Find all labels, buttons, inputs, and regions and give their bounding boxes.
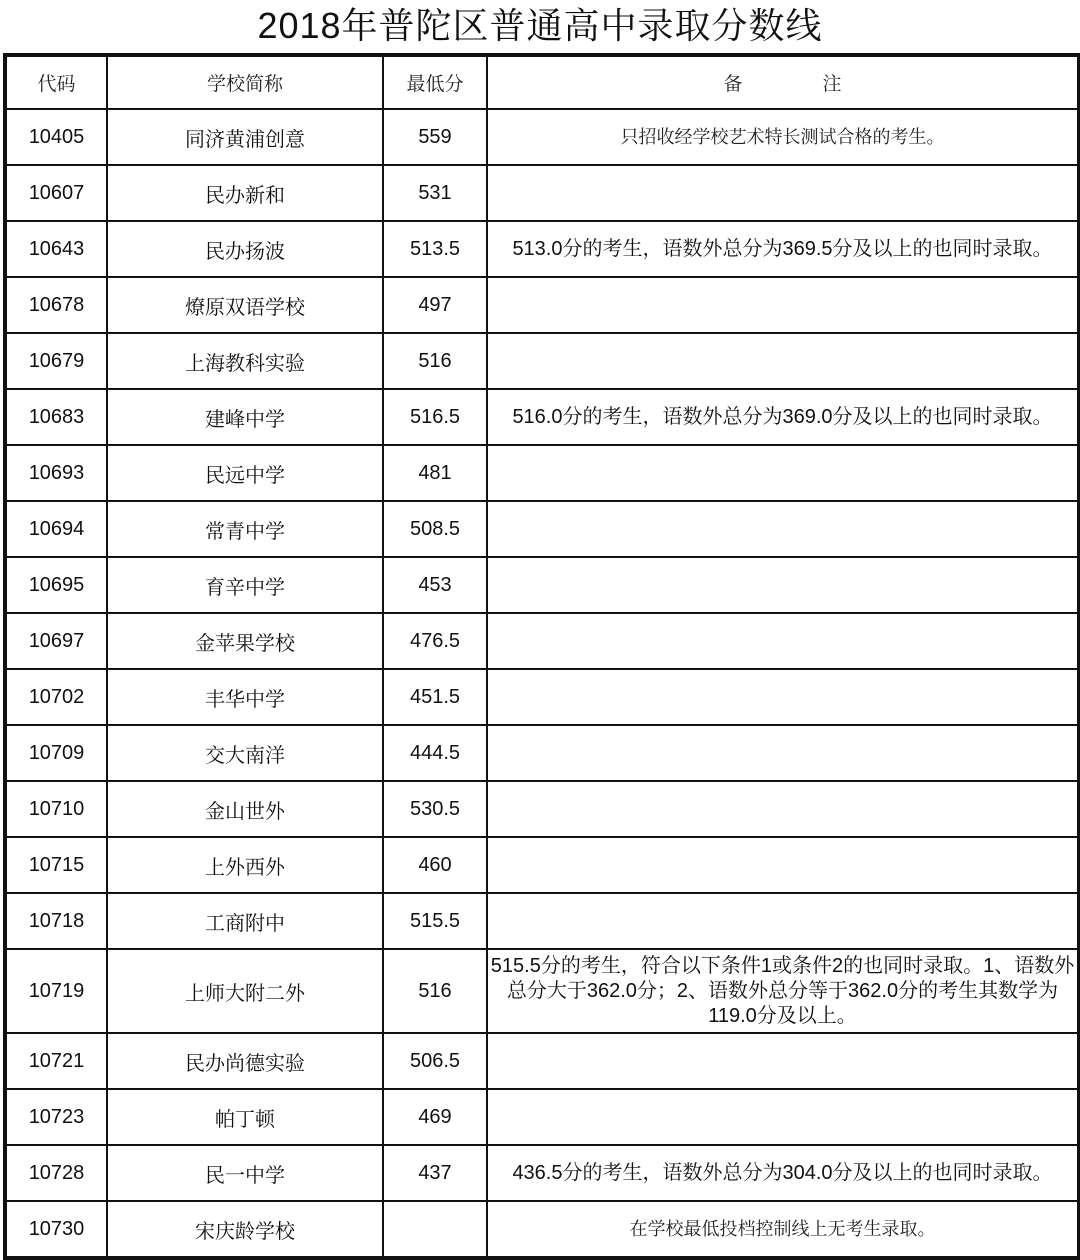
cell-code: 10702 (5, 669, 107, 725)
cell-code: 10643 (5, 221, 107, 277)
header-min-score: 最低分 (383, 55, 487, 109)
cell-note (487, 445, 1079, 501)
cell-note (487, 725, 1079, 781)
cell-code: 10730 (5, 1201, 107, 1258)
table-row (5, 221, 1079, 277)
table-row (5, 893, 1079, 949)
cell-note (487, 333, 1079, 389)
cell-school-name: 帕丁顿 (107, 1089, 383, 1145)
cell-code: 10405 (5, 109, 107, 165)
table-row (5, 165, 1079, 221)
cell-note (487, 613, 1079, 669)
table-header-row (5, 55, 1079, 109)
cell-code: 10728 (5, 1145, 107, 1201)
cell-min-score: 437 (383, 1145, 487, 1201)
cell-min-score: 460 (383, 837, 487, 893)
cell-school-name: 民办新和 (107, 165, 383, 221)
cell-note: 515.5分的考生，符合以下条件1或条件2的也同时录取。1、语数外总分大于362.0分；2、语数外总分等于362.0分的考生其数学为119.0分及以上。 (487, 949, 1079, 1033)
cell-min-score: 451.5 (383, 669, 487, 725)
table-row (5, 277, 1079, 333)
table-row (5, 1033, 1079, 1089)
cell-min-score: 508.5 (383, 501, 487, 557)
cell-min-score: 559 (383, 109, 487, 165)
cell-min-score: 444.5 (383, 725, 487, 781)
cell-code: 10695 (5, 557, 107, 613)
table-row (5, 837, 1079, 893)
cell-min-score: 513.5 (383, 221, 487, 277)
cell-code: 10719 (5, 949, 107, 1033)
cell-code: 10710 (5, 781, 107, 837)
cell-min-score: 453 (383, 557, 487, 613)
cell-school-name: 丰华中学 (107, 669, 383, 725)
cell-code: 10723 (5, 1089, 107, 1145)
cell-code: 10697 (5, 613, 107, 669)
cell-min-score: 469 (383, 1089, 487, 1145)
table-row (5, 1145, 1079, 1201)
cell-code: 10607 (5, 165, 107, 221)
cell-school-name: 建峰中学 (107, 389, 383, 445)
cell-code: 10721 (5, 1033, 107, 1089)
table-row (5, 501, 1079, 557)
cell-min-score: 516.5 (383, 389, 487, 445)
table-body (5, 109, 1079, 1258)
header-notes (487, 55, 1079, 109)
cell-note (487, 277, 1079, 333)
table-row (5, 669, 1079, 725)
cell-school-name: 同济黄浦创意 (107, 109, 383, 165)
cell-code: 10678 (5, 277, 107, 333)
header-notes-part2: 注 (822, 73, 842, 95)
cell-min-score: 516 (383, 949, 487, 1033)
table-row (5, 557, 1079, 613)
cell-min-score: 530.5 (383, 781, 487, 837)
cell-school-name: 上海教科实验 (107, 333, 383, 389)
cell-school-name: 民办尚德实验 (107, 1033, 383, 1089)
cell-min-score: 481 (383, 445, 487, 501)
cell-note: 只招收经学校艺术特长测试合格的考生。 (487, 109, 1079, 165)
cell-min-score (383, 1201, 487, 1258)
cell-min-score: 515.5 (383, 893, 487, 949)
table-row (5, 445, 1079, 501)
cell-note: 436.5分的考生，语数外总分为304.0分及以上的也同时录取。 (487, 1145, 1079, 1201)
cell-school-name: 民远中学 (107, 445, 383, 501)
cell-note: 513.0分的考生，语数外总分为369.5分及以上的也同时录取。 (487, 221, 1079, 277)
cell-school-name: 民一中学 (107, 1145, 383, 1201)
cell-code: 10683 (5, 389, 107, 445)
cell-note (487, 1089, 1079, 1145)
cell-min-score: 531 (383, 165, 487, 221)
cell-school-name: 育辛中学 (107, 557, 383, 613)
cell-code: 10694 (5, 501, 107, 557)
header-school-name: 学校简称 (107, 55, 383, 109)
table-row (5, 613, 1079, 669)
cell-note (487, 781, 1079, 837)
cell-note: 516.0分的考生，语数外总分为369.0分及以上的也同时录取。 (487, 389, 1079, 445)
cell-note (487, 165, 1079, 221)
cell-school-name: 上师大附二外 (107, 949, 383, 1033)
table-row (5, 109, 1079, 165)
cell-note (487, 557, 1079, 613)
cell-code: 10715 (5, 837, 107, 893)
cell-code: 10693 (5, 445, 107, 501)
cell-note (487, 669, 1079, 725)
cell-school-name: 民办扬波 (107, 221, 383, 277)
cell-note: 在学校最低投档控制线上无考生录取。 (487, 1201, 1079, 1258)
cell-school-name: 常青中学 (107, 501, 383, 557)
cell-school-name: 金山世外 (107, 781, 383, 837)
table-row (5, 781, 1079, 837)
cell-school-name: 金苹果学校 (107, 613, 383, 669)
table-row (5, 1089, 1079, 1145)
cell-note (487, 501, 1079, 557)
table-row (5, 725, 1079, 781)
admission-score-table (3, 53, 1080, 1260)
table-row (5, 333, 1079, 389)
cell-school-name: 上外西外 (107, 837, 383, 893)
cell-code: 10679 (5, 333, 107, 389)
cell-school-name: 燎原双语学校 (107, 277, 383, 333)
cell-min-score: 516 (383, 333, 487, 389)
cell-school-name: 工商附中 (107, 893, 383, 949)
header-code: 代码 (5, 55, 107, 109)
cell-min-score: 497 (383, 277, 487, 333)
table-row (5, 949, 1079, 1033)
header-notes-part1: 备 (723, 73, 743, 95)
cell-school-name: 交大南洋 (107, 725, 383, 781)
cell-note (487, 837, 1079, 893)
cell-min-score: 476.5 (383, 613, 487, 669)
cell-school-name: 宋庆龄学校 (107, 1201, 383, 1258)
page-title: 2018年普陀区普通高中录取分数线 (257, 5, 823, 46)
cell-note (487, 1033, 1079, 1089)
table-row (5, 1201, 1079, 1258)
cell-code: 10709 (5, 725, 107, 781)
cell-min-score: 506.5 (383, 1033, 487, 1089)
table-row (5, 389, 1079, 445)
cell-code: 10718 (5, 893, 107, 949)
cell-note (487, 893, 1079, 949)
